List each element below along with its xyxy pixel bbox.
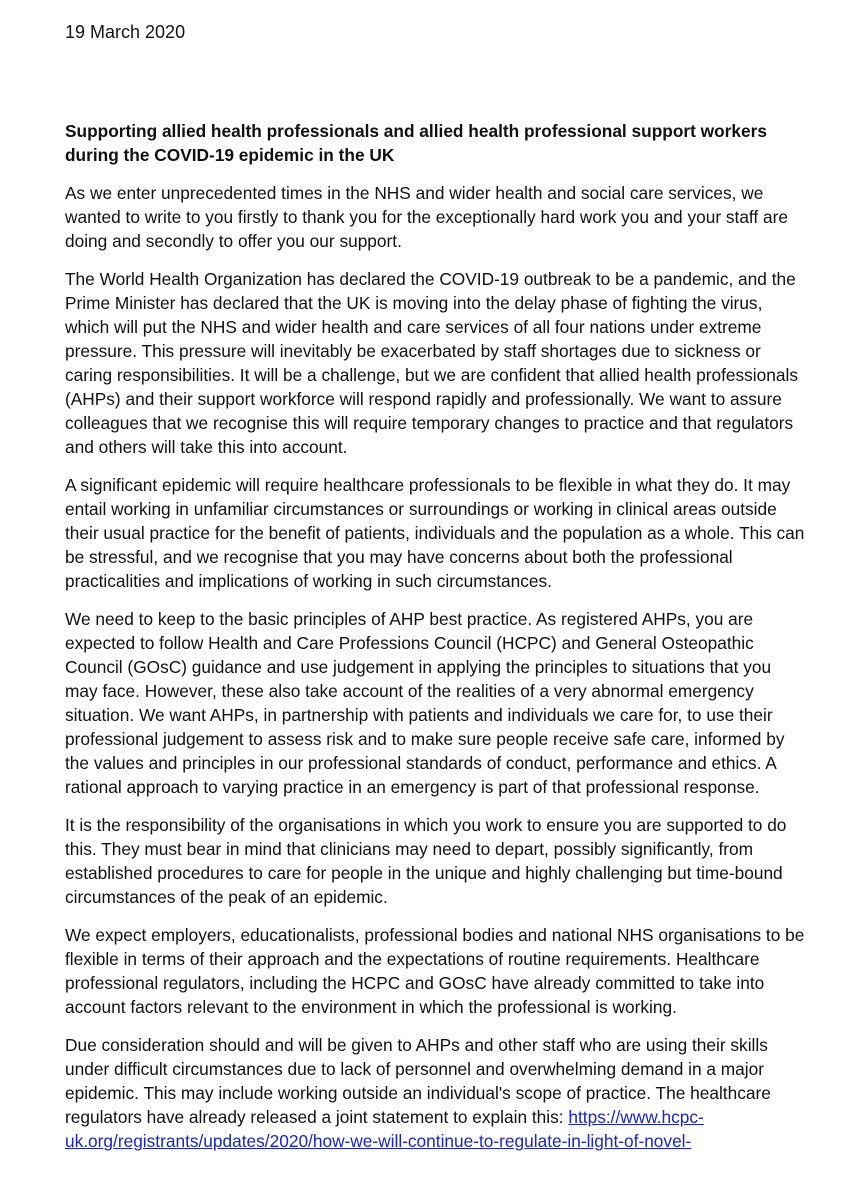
paragraph-flexibility: A significant epidemic will require healthcare professionals to be flexible in what they do. It may entail working in unfamiliar circumstances or surroundings or working in clinical areas outside their usual practice for the benefit of patients, individuals and the population as a whole. This can be stressful, and we recognise that you may have concerns about both the professional practicalities and implications of working in such circumstances. <box>65 475 805 591</box>
due-consideration-text: Due consideration should and will be given to AHPs and other staff who are using their skills under difficult circumstances due to lack of personnel and overwhelming demand in a major epidemic. This may include working outside an individual's scope of practice. The healthcare regulators have already released a joint statement to explain this: <box>65 1035 771 1127</box>
paragraph-best-practice: We need to keep to the basic principles of AHP best practice. As registered AHPs, you are expected to follow Health and Care Professions Council (HCPC) and General Osteopathic Council (GOsC) guidance and use judgement in applying the principles to situations that you may face. However, these also take account of the realities of a very abnormal emergency situation. We want AHPs, in partnership with patients and individuals we care for, to use their professional judgement to assess risk and to make sure people receive safe care, informed by the values and principles in our professional standards of conduct, performance and ethics. A rational approach to varying practice in an emergency is part of that professional response. <box>65 609 785 797</box>
paragraph-who-pandemic: The World Health Organization has declared the COVID-19 outbreak to be a pandemic, and the Prime Minister has declared that the UK is moving into the delay phase of fighting the virus, which will put the NHS and wider health and care services of all four nations under extreme pressure. This pressure will inevitably be exacerbated by staff shortages due to sickness or caring responsibilities. It will be a challenge, but we are confident that allied health professionals (AHPs) and their support workforce will respond rapidly and professionally. We want to assure colleagues that we recognise this will require temporary changes to practice and that regulators and others will take this into account. <box>65 269 798 457</box>
letter-body <box>65 119 805 1167</box>
letter-title: Supporting allied health professionals and allied health professional support workers during the COVID-19 epidemic in the UK <box>65 121 767 165</box>
letter-date: 19 March 2020 <box>65 22 186 42</box>
paragraph-employers: We expect employers, educationalists, professional bodies and national NHS organisations to be flexible in terms of their approach and the expectations of routine requirements. Healthcare professional regulators, including the HCPC and GOsC have already committed to take into account factors relevant to the environment in which the professional is working. <box>65 925 805 1017</box>
paragraph-organisations: It is the responsibility of the organisations in which you work to ensure you are supported to do this. They must bear in mind that clinicians may need to depart, possibly significantly, from established procedures to care for people in the unique and highly challenging but time-bound circumstances of the peak of an epidemic. <box>65 815 787 907</box>
hcpc-statement-link[interactable]: https://www.hcpc-uk.org/registrants/updates/2020/how-we-will-continue-to-regulate-in-light-of-novel- <box>65 1107 704 1151</box>
paragraph-due-consideration <box>65 1033 805 1153</box>
paragraph-intro: As we enter unprecedented times in the NHS and wider health and social care services, we wanted to write to you firstly to thank you for the exceptionally hard work you and your staff are doing and secondly to offer you our support. <box>65 183 788 251</box>
